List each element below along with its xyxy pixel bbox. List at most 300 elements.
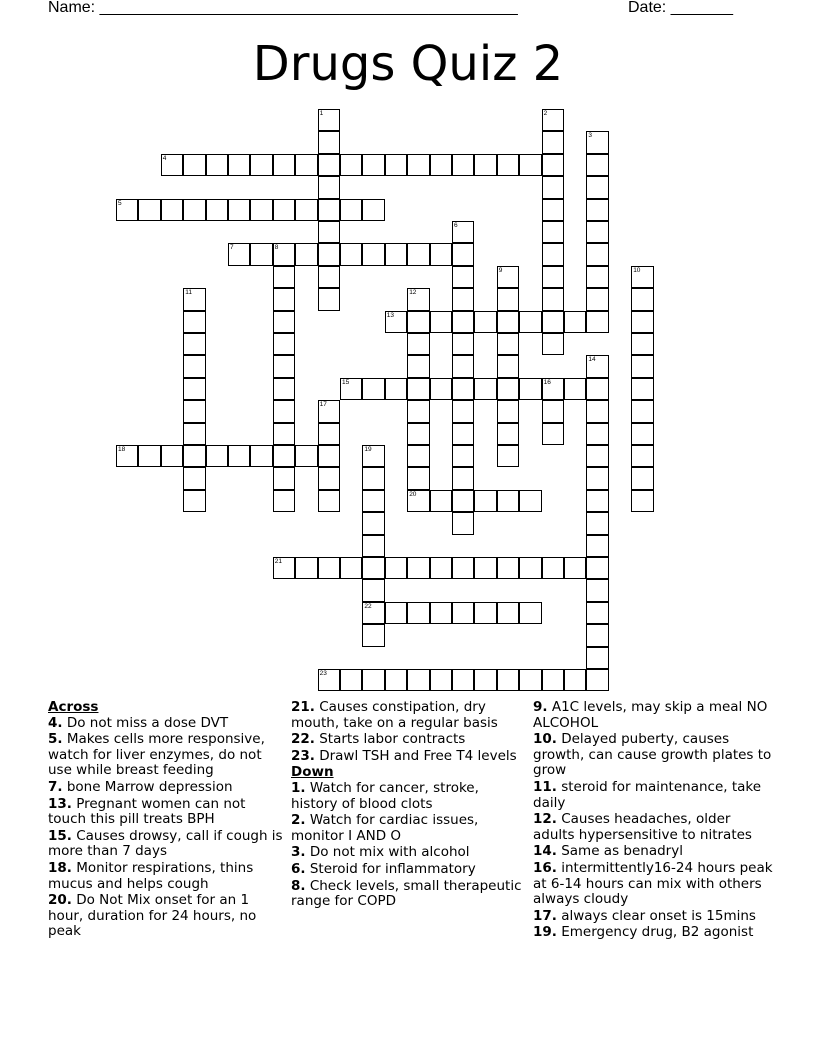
grid-cell[interactable] [318, 154, 340, 176]
clue-number: 19 [364, 446, 372, 453]
grid-cell[interactable] [497, 266, 519, 288]
grid-cell[interactable] [183, 333, 205, 355]
grid-cell[interactable] [474, 669, 496, 691]
grid-cell[interactable] [474, 490, 496, 512]
clue-number: 6 [454, 222, 458, 229]
grid-cell[interactable] [161, 154, 183, 176]
clue-number: 2 [543, 110, 548, 117]
clue-item-text: Drawl TSH and Free T4 levels [319, 747, 517, 764]
grid-cell[interactable] [273, 154, 295, 176]
grid-cell[interactable] [273, 445, 295, 467]
clue-item-number: 16. [533, 859, 557, 876]
grid-cell[interactable] [497, 288, 519, 310]
clue-item-text: Pregnant women can not touch this pill treats BPH [48, 795, 246, 828]
clues-column-2 [291, 700, 527, 911]
grid-cell[interactable] [542, 221, 564, 243]
grid-cell[interactable] [273, 467, 295, 489]
grid-cell[interactable] [631, 311, 653, 333]
grid-cell[interactable] [586, 624, 608, 646]
grid-cell[interactable] [250, 154, 272, 176]
grid-cell[interactable] [474, 602, 496, 624]
grid-cell[interactable] [116, 445, 138, 467]
grid-cell[interactable] [228, 445, 250, 467]
grid-cell[interactable] [452, 557, 474, 579]
grid-cell[interactable] [318, 221, 340, 243]
clue-number: 3 [588, 132, 593, 140]
grid-cell[interactable] [183, 400, 205, 422]
clue-item [291, 845, 527, 861]
grid-cell[interactable] [631, 355, 653, 377]
grid-cell[interactable] [631, 400, 653, 422]
grid-cell[interactable] [206, 445, 228, 467]
grid-cell[interactable] [407, 333, 429, 355]
grid-cell[interactable] [362, 535, 384, 557]
grid-cell[interactable] [362, 669, 384, 691]
clue-item-text: Causes drowsy, call if cough is more than 7 days [48, 827, 283, 860]
grid-cell[interactable] [407, 490, 429, 512]
grid-cell[interactable] [250, 445, 272, 467]
grid-cell[interactable] [206, 154, 228, 176]
grid-cell[interactable] [161, 199, 183, 221]
grid-cell[interactable] [586, 535, 608, 557]
grid-cell[interactable] [362, 154, 384, 176]
grid-cell[interactable] [362, 579, 384, 601]
grid-cell[interactable] [586, 445, 608, 467]
grid-cell[interactable] [452, 154, 474, 176]
grid-cell[interactable] [385, 378, 407, 400]
clue-item [48, 861, 284, 892]
grid-cell[interactable] [340, 199, 362, 221]
clue-item-text: intermittently16-24 hours peak at 6-14 hours can mix with others always cloudy [533, 859, 773, 908]
grid-cell[interactable] [318, 557, 340, 579]
clue-item [291, 879, 527, 910]
grid-cell[interactable] [273, 557, 295, 579]
grid-cell[interactable] [430, 490, 452, 512]
grid-cell[interactable] [273, 333, 295, 355]
grid-cell[interactable] [452, 266, 474, 288]
grid-cell[interactable] [273, 266, 295, 288]
grid-cell[interactable] [273, 400, 295, 422]
grid-cell[interactable] [474, 378, 496, 400]
grid-cell[interactable] [362, 490, 384, 512]
clue-item [291, 732, 527, 748]
grid-cell[interactable] [183, 378, 205, 400]
clue-item-text: Steroid for inflammatory [309, 860, 476, 877]
grid-cell[interactable] [631, 445, 653, 467]
grid-cell[interactable] [497, 355, 519, 377]
grid-cell[interactable] [497, 669, 519, 691]
clue-item-number: 13. [48, 795, 72, 812]
grid-cell[interactable] [586, 579, 608, 601]
clue-item-text: Watch for cardiac issues, monitor I AND O [291, 812, 479, 844]
grid-cell[interactable] [183, 355, 205, 377]
grid-cell[interactable] [542, 378, 564, 400]
grid-cell[interactable] [631, 490, 653, 512]
clue-item-text: Watch for cancer, stroke, history of blood clots [291, 779, 479, 812]
grid-cell[interactable] [295, 557, 317, 579]
grid-cell[interactable] [542, 131, 564, 153]
clue-item-text: Do not mix with alcohol [309, 844, 470, 861]
grid-cell[interactable] [430, 602, 452, 624]
grid-cell[interactable] [519, 154, 541, 176]
grid-cell[interactable] [318, 288, 340, 310]
clue-item-number: 7. [48, 778, 63, 795]
grid-cell[interactable] [340, 669, 362, 691]
grid-cell[interactable] [586, 423, 608, 445]
grid-cell[interactable] [273, 243, 295, 265]
grid-cell[interactable] [430, 557, 452, 579]
grid-cell[interactable] [407, 423, 429, 445]
clue-item [48, 716, 284, 732]
clue-item-number: 2. [291, 812, 306, 829]
grid-cell[interactable] [564, 378, 586, 400]
grid-cell[interactable] [228, 199, 250, 221]
grid-cell[interactable] [497, 378, 519, 400]
clue-item-number: 18. [48, 859, 72, 876]
grid-cell[interactable] [564, 311, 586, 333]
grid-cell[interactable] [519, 311, 541, 333]
grid-cell[interactable] [407, 669, 429, 691]
clue-item [291, 749, 527, 765]
grid-cell[interactable] [362, 602, 384, 624]
grid-cell[interactable] [452, 221, 474, 243]
clue-number: 14 [588, 356, 596, 364]
grid-cell[interactable] [295, 243, 317, 265]
grid-cell[interactable] [631, 288, 653, 310]
grid-cell[interactable] [362, 512, 384, 534]
grid-cell[interactable] [228, 243, 250, 265]
grid-cell[interactable] [407, 311, 429, 333]
grid-cell[interactable] [385, 154, 407, 176]
grid-cell[interactable] [362, 467, 384, 489]
grid-cell[interactable] [407, 243, 429, 265]
clue-number: 5 [118, 199, 122, 207]
grid-cell[interactable] [116, 199, 138, 221]
grid-cell[interactable] [273, 199, 295, 221]
grid-cell[interactable] [452, 669, 474, 691]
grid-cell[interactable] [542, 266, 564, 288]
clue-item-number: 22. [291, 731, 315, 748]
grid-cell[interactable] [318, 176, 340, 198]
grid-cell[interactable] [542, 288, 564, 310]
grid-cell[interactable] [452, 243, 474, 265]
grid-cell[interactable] [273, 378, 295, 400]
grid-cell[interactable] [318, 109, 340, 131]
grid-cell[interactable] [318, 243, 340, 265]
grid-cell[interactable] [183, 445, 205, 467]
clue-number: 4 [162, 154, 167, 162]
name-field[interactable]: Name: _______________________________________________ [48, 0, 518, 16]
clue-item-text: always clear onset is 15mins [561, 907, 756, 924]
clue-item [48, 829, 284, 860]
grid-cell[interactable] [586, 669, 608, 691]
grid-cell[interactable] [295, 154, 317, 176]
down-heading: Down [291, 764, 334, 781]
grid-cell[interactable] [340, 378, 362, 400]
grid-cell[interactable] [542, 333, 564, 355]
grid-cell[interactable] [430, 311, 452, 333]
grid-cell[interactable] [586, 154, 608, 176]
grid-cell[interactable] [586, 221, 608, 243]
grid-cell[interactable] [273, 423, 295, 445]
grid-cell[interactable] [586, 355, 608, 377]
grid-cell[interactable] [564, 557, 586, 579]
clue-item [48, 732, 284, 779]
grid-cell[interactable] [497, 423, 519, 445]
clue-item [291, 700, 527, 731]
grid-cell[interactable] [273, 311, 295, 333]
grid-cell[interactable] [273, 355, 295, 377]
grid-cell[interactable] [586, 647, 608, 669]
grid-cell[interactable] [586, 243, 608, 265]
grid-cell[interactable] [586, 311, 608, 333]
grid-cell[interactable] [385, 602, 407, 624]
grid-cell[interactable] [228, 154, 250, 176]
grid-cell[interactable] [497, 154, 519, 176]
grid-cell[interactable] [161, 445, 183, 467]
clue-item-number: 1. [291, 779, 306, 796]
clues-column-1 [48, 700, 284, 941]
grid-cell[interactable] [318, 400, 340, 422]
grid-cell[interactable] [385, 557, 407, 579]
clues-column-3 [533, 700, 773, 942]
grid-cell[interactable] [362, 243, 384, 265]
grid-cell[interactable] [497, 311, 519, 333]
grid-cell[interactable] [273, 490, 295, 512]
clue-item [291, 862, 527, 878]
clue-item-text: Makes cells more responsive, watch for liver enzymes, do not use while breast feeding [48, 731, 265, 779]
grid-cell[interactable] [385, 243, 407, 265]
clue-item [291, 813, 527, 844]
grid-cell[interactable] [586, 557, 608, 579]
grid-cell[interactable] [519, 602, 541, 624]
grid-cell[interactable] [318, 131, 340, 153]
grid-cell[interactable] [474, 557, 496, 579]
clue-item [533, 909, 773, 925]
grid-cell[interactable] [631, 333, 653, 355]
grid-cell[interactable] [318, 199, 340, 221]
grid-cell[interactable] [385, 669, 407, 691]
page-title: Drugs Quiz 2 [252, 36, 564, 92]
grid-cell[interactable] [295, 199, 317, 221]
grid-cell[interactable] [519, 490, 541, 512]
grid-cell[interactable] [452, 512, 474, 534]
clue-item [291, 781, 527, 812]
grid-cell[interactable] [564, 669, 586, 691]
grid-cell[interactable] [631, 378, 653, 400]
grid-cell[interactable] [183, 467, 205, 489]
grid-cell[interactable] [586, 176, 608, 198]
grid-cell[interactable] [430, 154, 452, 176]
grid-cell[interactable] [497, 602, 519, 624]
grid-cell[interactable] [295, 445, 317, 467]
clue-item-text: steroid for maintenance, take daily [533, 778, 762, 811]
grid-cell[interactable] [631, 467, 653, 489]
grid-cell[interactable] [497, 400, 519, 422]
grid-cell[interactable] [586, 378, 608, 400]
grid-cell[interactable] [183, 154, 205, 176]
grid-cell[interactable] [407, 288, 429, 310]
grid-cell[interactable] [497, 557, 519, 579]
grid-cell[interactable] [362, 378, 384, 400]
clue-item-number: 9. [533, 699, 548, 715]
grid-cell[interactable] [452, 490, 474, 512]
grid-cell[interactable] [474, 154, 496, 176]
across-clue-list-continued [291, 700, 527, 764]
clue-item [533, 732, 773, 779]
clue-item [533, 925, 773, 941]
down-clue-list-continued [533, 700, 773, 941]
grid-cell[interactable] [273, 288, 295, 310]
clue-item-number: 11. [533, 778, 557, 795]
grid-cell[interactable] [542, 243, 564, 265]
grid-cell[interactable] [318, 266, 340, 288]
clue-number: 21 [274, 558, 283, 565]
grid-cell[interactable] [452, 311, 474, 333]
grid-cell[interactable] [340, 557, 362, 579]
grid-cell[interactable] [586, 400, 608, 422]
grid-cell[interactable] [542, 199, 564, 221]
grid-cell[interactable] [452, 333, 474, 355]
grid-cell[interactable] [586, 199, 608, 221]
grid-cell[interactable] [407, 467, 429, 489]
grid-cell[interactable] [586, 131, 608, 153]
grid-cell[interactable] [340, 243, 362, 265]
grid-cell[interactable] [586, 490, 608, 512]
grid-cell[interactable] [407, 154, 429, 176]
grid-cell[interactable] [362, 624, 384, 646]
clue-item-number: 6. [291, 860, 306, 877]
clue-item [533, 812, 773, 843]
grid-cell[interactable] [318, 669, 340, 691]
grid-cell[interactable] [452, 423, 474, 445]
clue-number: 12 [409, 289, 417, 297]
clue-item [533, 861, 773, 908]
clue-item-text: Emergency drug, B2 agonist [561, 924, 754, 941]
grid-cell[interactable] [250, 243, 272, 265]
grid-cell[interactable] [183, 199, 205, 221]
grid-cell[interactable] [362, 199, 384, 221]
grid-cell[interactable] [497, 445, 519, 467]
grid-cell[interactable] [497, 490, 519, 512]
grid-cell[interactable] [474, 311, 496, 333]
grid-cell[interactable] [452, 445, 474, 467]
grid-cell[interactable] [452, 400, 474, 422]
grid-cell[interactable] [362, 445, 384, 467]
grid-cell[interactable] [542, 557, 564, 579]
grid-cell[interactable] [631, 423, 653, 445]
grid-cell[interactable] [206, 199, 228, 221]
grid-cell[interactable] [318, 467, 340, 489]
grid-cell[interactable] [542, 423, 564, 445]
grid-cell[interactable] [183, 423, 205, 445]
clue-item-text: Do Not Mix onset for an 1 hour, duration for 24 hours, no peak [48, 892, 257, 940]
grid-cell[interactable] [542, 176, 564, 198]
grid-cell[interactable] [586, 266, 608, 288]
grid-cell[interactable] [519, 378, 541, 400]
grid-cell[interactable] [542, 109, 564, 131]
grid-cell[interactable] [497, 333, 519, 355]
grid-cell[interactable] [407, 602, 429, 624]
grid-cell[interactable] [452, 378, 474, 400]
grid-cell[interactable] [407, 378, 429, 400]
grid-cell[interactable] [318, 445, 340, 467]
grid-cell[interactable] [631, 266, 653, 288]
clue-item-number: 12. [533, 811, 557, 828]
grid-cell[interactable] [407, 355, 429, 377]
clue-item [48, 780, 284, 796]
grid-cell[interactable] [519, 557, 541, 579]
clue-number: 9 [498, 266, 503, 274]
grid-cell[interactable] [138, 445, 160, 467]
clue-item-number: 4. [48, 714, 63, 731]
grid-cell[interactable] [430, 243, 452, 265]
clue-item-number: 17. [533, 907, 557, 924]
grid-cell[interactable] [542, 400, 564, 422]
clue-number: 18 [118, 446, 126, 453]
clue-number: 11 [185, 289, 192, 297]
grid-cell[interactable] [340, 154, 362, 176]
date-field[interactable]: Date: _______ [628, 0, 733, 16]
grid-cell[interactable] [586, 467, 608, 489]
clue-item-number: 5. [48, 731, 63, 748]
clue-number: 22 [364, 602, 372, 610]
grid-cell[interactable] [430, 669, 452, 691]
clue-number: 16 [543, 378, 551, 386]
grid-cell[interactable] [542, 669, 564, 691]
clue-item-number: 10. [533, 731, 557, 748]
clue-number: 1 [319, 110, 324, 117]
grid-cell[interactable] [542, 311, 564, 333]
grid-cell[interactable] [586, 512, 608, 534]
grid-cell[interactable] [318, 423, 340, 445]
clue-item [48, 893, 284, 940]
grid-cell[interactable] [452, 467, 474, 489]
clue-item-number: 21. [291, 699, 315, 715]
clue-item-text: Causes headaches, older adults hypersensitive to nitrates [533, 811, 752, 843]
grid-cell[interactable] [138, 199, 160, 221]
grid-cell[interactable] [407, 400, 429, 422]
grid-cell[interactable] [452, 602, 474, 624]
grid-cell[interactable] [362, 557, 384, 579]
across-heading: Across [48, 699, 99, 715]
grid-cell[interactable] [519, 669, 541, 691]
grid-cell[interactable] [542, 154, 564, 176]
clue-item-text: Monitor respirations, thins mucus and helps cough [48, 859, 254, 892]
clue-item [533, 700, 773, 731]
clue-item-number: 14. [533, 843, 557, 860]
clue-item-number: 8. [291, 877, 306, 894]
grid-cell[interactable] [452, 355, 474, 377]
grid-cell[interactable] [452, 288, 474, 310]
grid-cell[interactable] [586, 602, 608, 624]
down-clue-list [291, 781, 527, 910]
grid-cell[interactable] [385, 311, 407, 333]
grid-cell[interactable] [183, 288, 205, 310]
grid-cell[interactable] [586, 288, 608, 310]
grid-cell[interactable] [250, 199, 272, 221]
grid-cell[interactable] [318, 490, 340, 512]
grid-cell[interactable] [430, 378, 452, 400]
clue-item-text: Same as benadryl [561, 843, 683, 860]
clue-number: 23 [319, 670, 327, 677]
grid-cell[interactable] [183, 311, 205, 333]
clue-item-number: 15. [48, 827, 72, 844]
grid-cell[interactable] [407, 557, 429, 579]
grid-cell[interactable] [183, 490, 205, 512]
grid-cell[interactable] [407, 445, 429, 467]
clue-item-number: 19. [533, 924, 557, 941]
